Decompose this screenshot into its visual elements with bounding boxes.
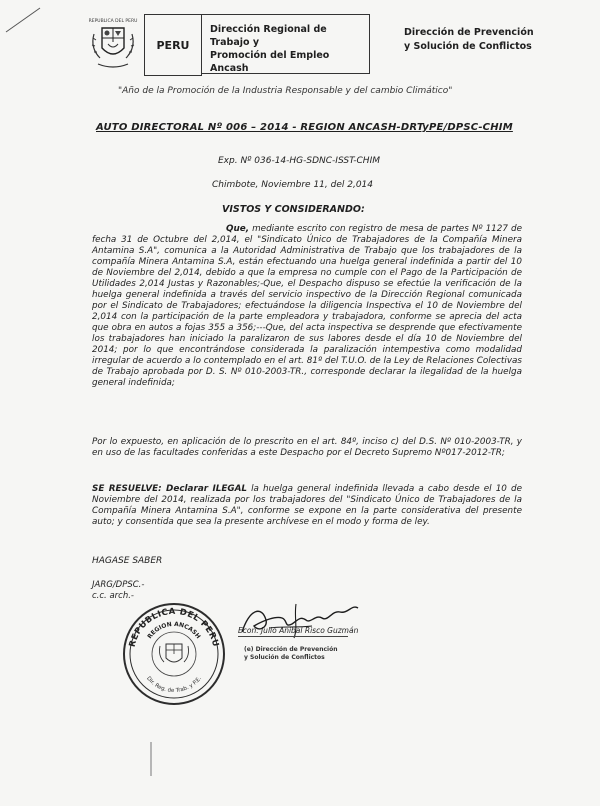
regional-directorate xyxy=(202,14,370,74)
initials-line-1: JARG/DPSC.- xyxy=(92,580,145,590)
place-date: Chimbote, Noviembre 11, del 2,014 xyxy=(212,180,373,190)
para3-text: la huelga general indefinida llevada a cabo desde el 10 de Noviembre del 2014, realizada por los trabajadores del "Sindicato Único de Trabajadores de la Compañía Minera Antamina S.A", conforme se expone en la parte considerativa del presente auto; y consentida que sea la presente archívese en el modo y forma de ley. xyxy=(92,484,522,527)
document-title: AUTO DIRECTORAL Nº 006 – 2014 - REGION ANCASH-DRTyPE/DPSC-CHIM xyxy=(96,122,513,133)
case-number: Exp. Nº 036-14-HG-SDNC-ISST-CHIM xyxy=(218,156,380,166)
svg-text:Dir. Reg. de Trab. y P.E.: Dir. Reg. de Trab. y P.E. xyxy=(145,675,203,695)
closing-formula: HAGASE SABER xyxy=(92,556,163,566)
office-name xyxy=(404,26,584,54)
considerations-paragraph xyxy=(92,224,522,389)
handwritten-signature-icon xyxy=(236,598,366,648)
office-line-1: Dirección de Prevención xyxy=(404,27,534,38)
official-seal-icon xyxy=(120,600,228,708)
scan-mark-icon xyxy=(146,742,156,776)
resolution-paragraph xyxy=(92,484,522,528)
signer-title-line-2: y Solución de Conflictos xyxy=(244,654,325,661)
year-motto: "Año de la Promoción de la Industria Responsable y del cambio Climático" xyxy=(118,86,453,96)
signature-line xyxy=(238,636,348,637)
para1-lead: Que, xyxy=(226,224,250,234)
department-line-2: Promoción del Empleo Ancash xyxy=(210,50,330,74)
signer-title xyxy=(244,646,338,662)
reference-initials xyxy=(92,580,144,602)
office-line-2: y Solución de Conflictos xyxy=(404,41,532,52)
svg-text:REPUBLICA DEL PERU: REPUBLICA DEL PERU xyxy=(127,606,221,649)
svg-text:REGION ANCASH: REGION ANCASH xyxy=(146,620,202,641)
para1-text: mediante escrito con registro de mesa de partes Nº 1127 de fecha 31 de Octubre del 2,014, el "Sindicato Único de Trabajadores de la Compañía Minera Antamina S.A", comunica a la Autoridad Administrativa de Trabajo que los trabajadores de la compañía Minera Antamina S.A, están efectuando una huelga general indefinida a partir del 10 de Noviembre del 2,014, debido a que la empresa no cumple con el Pago de la Participación de Utilidades 2,014 Justas y Razonables;-Que, el Despacho dispuso se efectúe la verificación de la huelga general indefinida a través del servicio inspectivo de la Dirección Regional comunicada por el Sindicato de Trabajadores; efectuándose la diligencia Inspectiva el 10 de Noviembre del 2,014 con la participación de la parte empleadora y trabajadora, conforme se aprecia del acta que obra en autos a fojas 355 a 356;---Que, del acta inspectiva se desprende que efectivamente los trabajadores han iniciado la paralizaron de sus labores desde el día 10 de Noviembre del 2014; por lo que encontrándose considerada la paralización intempestiva como modalidad irregular de acuerdo a lo contemplado en el art. 81º del T.U.O. de la Ley de Relaciones Colectivas de Trabajo aprobada por D. S. Nº 010-2003-TR., corresponde declarar la ilegalidad de la huelga general indefinida; xyxy=(92,224,522,388)
department-line-1: Dirección Regional de Trabajo y xyxy=(210,24,327,48)
para3-lead: SE RESUELVE: Declarar ILEGAL xyxy=(92,484,247,494)
country-label: PERU xyxy=(144,14,202,76)
svg-text:REPUBLICA DEL PERU: REPUBLICA DEL PERU xyxy=(88,19,138,24)
initials-line-2: c.c. arch.- xyxy=(92,591,134,601)
scan-mark-icon xyxy=(4,4,44,34)
letterhead xyxy=(84,14,370,76)
signer-name: Econ. Julio Aníbal Risco Guzmán xyxy=(238,626,359,635)
section-heading: VISTOS Y CONSIDERANDO: xyxy=(222,204,365,215)
legal-basis-paragraph: Por lo expuesto, en aplicación de lo prescrito en el art. 84º, inciso c) del D.S. Nº 010-2003-TR, y en uso de las facultades conferidas a este Despacho por el Decreto Supremo Nº017-2012-TR; xyxy=(92,437,522,458)
signer-title-line-1: (e) Dirección de Prevención xyxy=(244,646,338,653)
national-crest-icon xyxy=(84,14,142,76)
